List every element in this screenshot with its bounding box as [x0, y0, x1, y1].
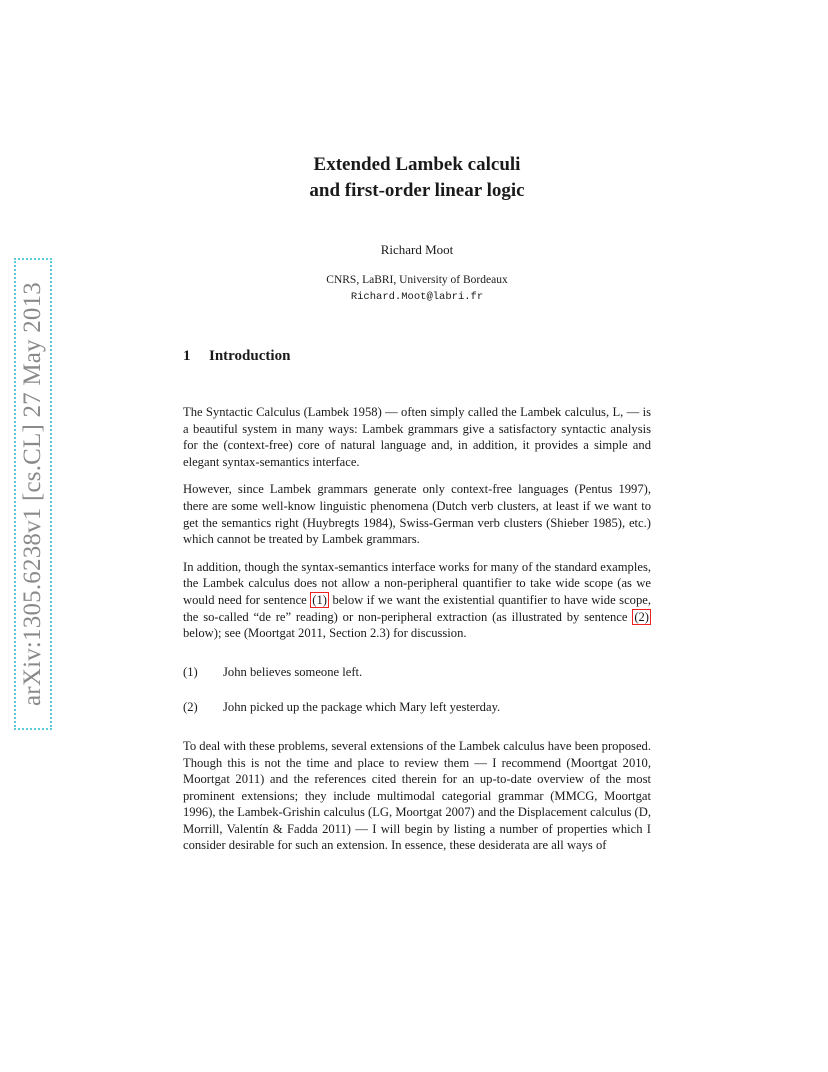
section-heading [183, 348, 290, 365]
paragraph-3-part-b: below if we want the existential quantifier to have wide scope, the so-called “de re” reading) or non-peripheral extraction (as illustrated by sentence [183, 592, 651, 624]
author-affiliation-block [183, 272, 651, 306]
section-number: 1 [183, 348, 191, 364]
arxiv-identifier: arXiv:1305.6238v1 [cs.CL] 27 May 2013 [19, 281, 46, 707]
example-text: John picked up the package which Mary left yesterday. [223, 700, 501, 715]
example-list [183, 664, 651, 716]
title-line-2: and first-order linear logic [309, 180, 525, 201]
example-ref-link-1[interactable]: (1) [312, 592, 327, 607]
title-line-1: Extended Lambek calculi [313, 154, 521, 175]
paper-title [183, 152, 651, 204]
paragraph-2: However, since Lambek grammars generate only context-free languages (Pentus 1997), there are some well-know linguistic phenomena (Dutch verb clusters, at least if we want to get the semantics right (Huybregts 1984), Swiss-German verb clusters (Shieber 1985), etc.) which cannot be treated by Lambek grammars. [183, 482, 651, 547]
paragraph-3-part-a: In addition, though the syntax-semantics interface works for many of the standard examples, the Lambek calculus does not allow a non-peripheral quantifier to take wide scope (as we would need for sentence [183, 559, 651, 607]
paragraph-4: To deal with these problems, several extensions of the Lambek calculus have been proposed. Though this is not the time and place to review them — I recommend (Moortgat 2010, Moortgat 2011) and the references cited therein for an up-to-date overview of the most prominent extensions; they include multimodal categorial grammar (MMCG, Moortgat 1996), the Lambek-Grishin calculus (LG, Moortgat 2007) and the Displacement calculus (D, Morrill, Valentín & Fadda 2011) — I will begin by listing a number of properties which I consider desirable for such an extension. In essence, these desiderata are all ways of [183, 738, 651, 853]
example-number: (1) [183, 664, 198, 679]
paragraph-3-part-c: below); see (Moortgat 2011, Section 2.3) for discussion. [183, 626, 467, 641]
example-number: (2) [183, 700, 198, 715]
example-text: John believes someone left. [223, 664, 363, 679]
author-name: Richard Moot [380, 242, 454, 257]
paragraph-1: The Syntactic Calculus (Lambek 1958) — often simply called the Lambek calculus, L, — is a beautiful system in many ways: Lambek grammars give a satisfactory syntactic analysis for the (context-free) core of natural language and, in addition, it provides a simple and elegant syntax-semantics interface. [183, 405, 651, 469]
example-ref-link-2[interactable]: (2) [634, 609, 649, 624]
paragraph-3 [183, 559, 651, 642]
section-title: Introduction [209, 348, 291, 364]
example-item [183, 699, 651, 716]
author-email: Richard.Moot@labri.fr [350, 291, 484, 303]
affiliation: CNRS, LaBRI, University of Bordeaux [326, 274, 508, 286]
section-body [183, 404, 651, 865]
example-item [183, 664, 651, 681]
